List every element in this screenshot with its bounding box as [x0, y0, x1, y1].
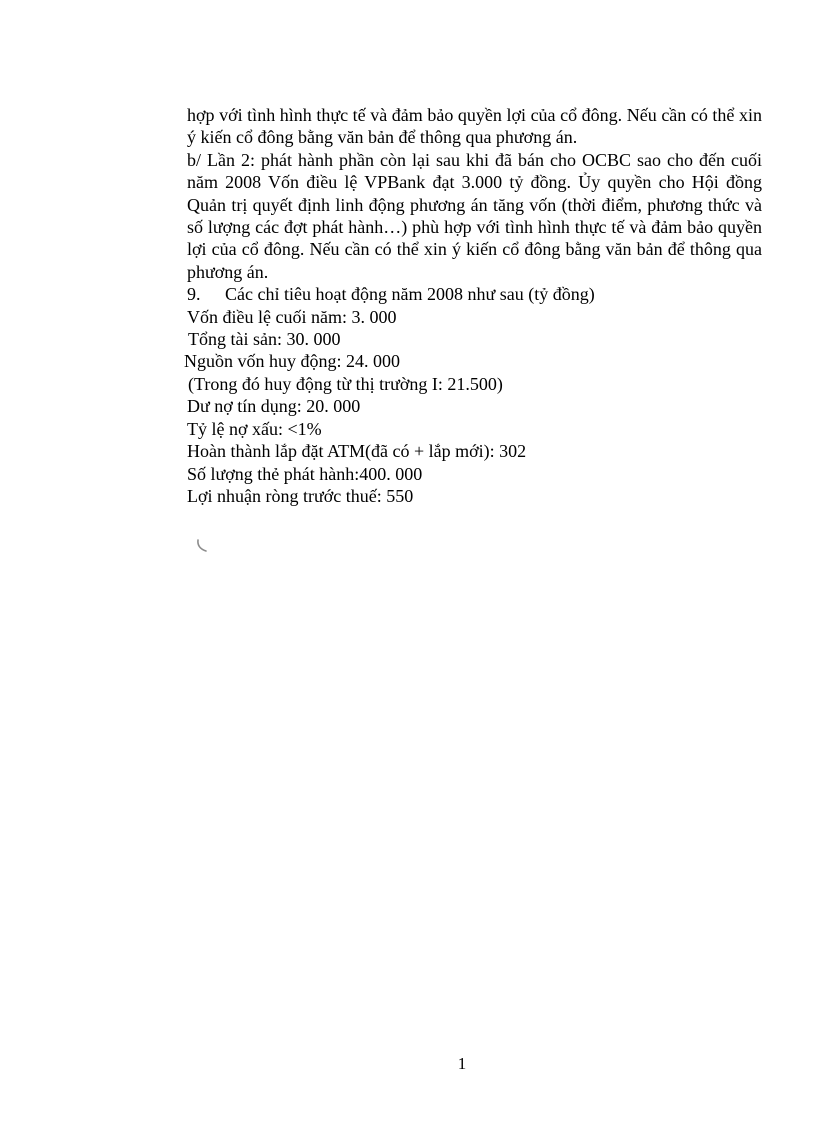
- stray-pen-mark: [196, 538, 210, 554]
- page-number: 1: [457, 1054, 467, 1073]
- indicator-charter-capital: Vốn điều lệ cuối năm: 3. 000: [187, 306, 397, 327]
- document-body: [184, 104, 762, 507]
- section-number: 9.: [187, 284, 201, 305]
- paragraph-continuation: hợp với tình hình thực tế và đảm bảo quyền lợi của cổ đông. Nếu cần có thể xin ý kiến cổ đông bằng văn bản để thông qua phương án.: [187, 105, 762, 148]
- indicator-mobilized-capital: Nguồn vốn huy động: 24. 000: [184, 351, 400, 372]
- section-heading: [187, 283, 762, 305]
- paragraph-b-second-issue: b/ Lần 2: phát hành phần còn lại sau khi đã bán cho OCBC sao cho đến cuối năm 2008 Vốn điều lệ VPBank đạt 3.000 tỷ đồng. Ủy quyền cho Hội đồng Quản trị quyết định linh động phương án tăng vốn (thời điểm, phương thức và số lượng các đợt phát hành…) phù hợp với tình hình thực tế và đảm bảo quyền lợi của cổ đông. Nếu cần có thể xin ý kiến cổ đông bằng văn bản để thông qua phương án.: [187, 149, 762, 282]
- indicator-total-assets: Tổng tài sản: 30. 000: [188, 329, 341, 350]
- indicator-net-profit: Lợi nhuận ròng trước thuế: 550: [187, 485, 414, 506]
- indicator-market-one-note: (Trong đó huy động từ thị trường I: 21.500): [188, 373, 503, 394]
- section-title: Các chỉ tiêu hoạt động năm 2008 như sau (tỷ đồng): [225, 284, 595, 305]
- indicator-bad-debt-ratio: Tỷ lệ nợ xấu: <1%: [187, 418, 322, 439]
- indicator-credit-balance: Dư nợ tín dụng: 20. 000: [187, 396, 361, 417]
- indicator-cards-issued: Số lượng thẻ phát hành:400. 000: [187, 463, 423, 484]
- indicator-atm-installation: Hoàn thành lắp đặt ATM(đã có + lắp mới): 302: [187, 441, 527, 462]
